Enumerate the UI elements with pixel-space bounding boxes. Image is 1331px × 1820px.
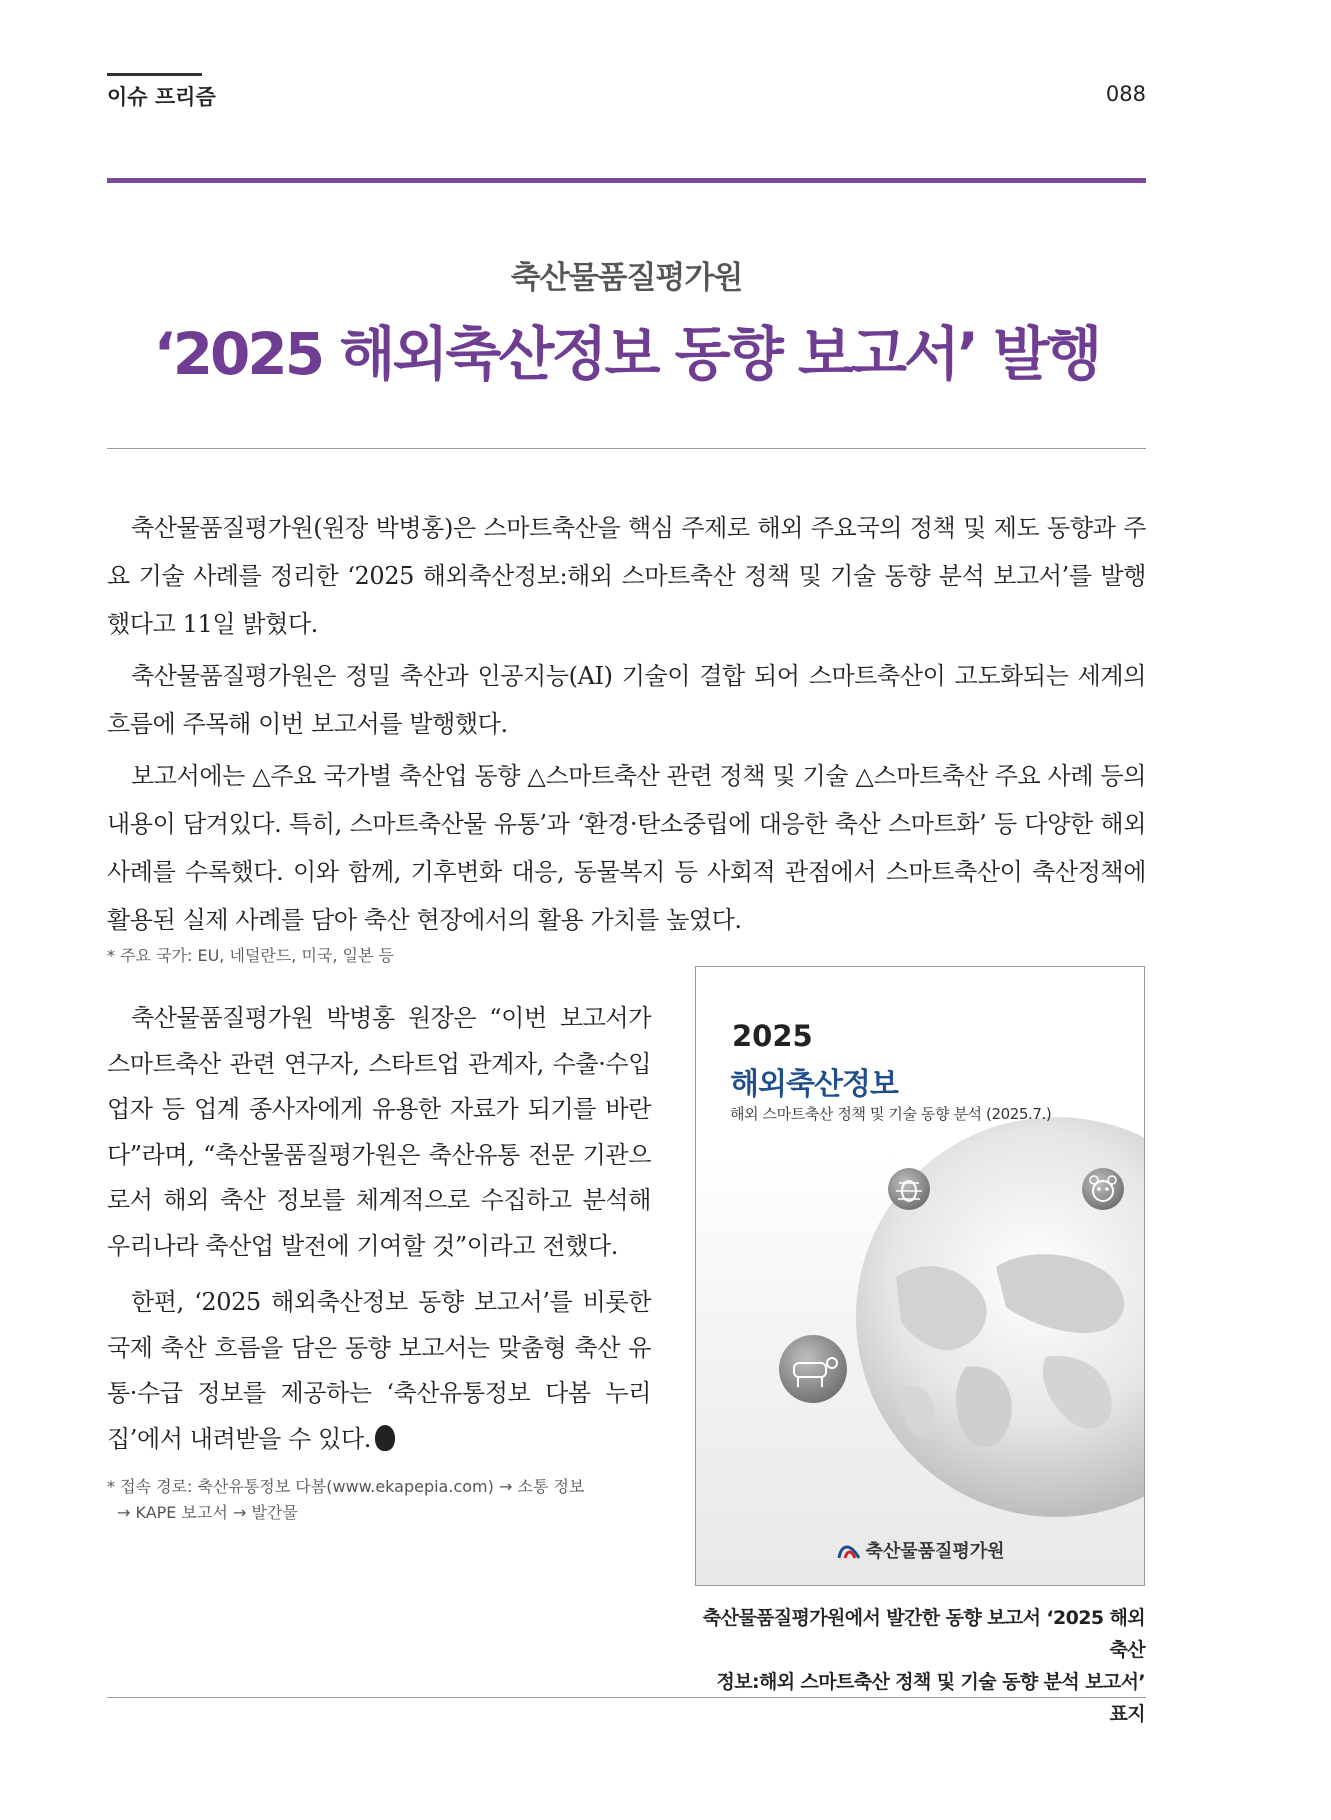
- bug-icon: [888, 1168, 930, 1210]
- section-label: 이슈 프리즘: [107, 85, 216, 109]
- footnote-access-line2: → KAPE 보고서 → 발간물: [117, 1503, 298, 1522]
- cover-year: 2025: [732, 1019, 813, 1053]
- end-mark-icon: [375, 1425, 395, 1451]
- kape-logo-icon: [837, 1540, 861, 1560]
- footnote-access: [107, 1474, 667, 1526]
- footnote-access-line1: * 접속 경로: 축산유통정보 다봄(www.ekapepia.com) → 소통 정보: [107, 1477, 585, 1496]
- cover-subtitle: 해외 스마트축산 정책 및 기술 동향 분석 (2025.7.): [730, 1105, 1052, 1123]
- footer-divider: [107, 1697, 1146, 1698]
- column-paragraph-2-text: 한편, ‘2025 해외축산정보 동향 보고서’를 비롯한 국제 축산 흐름을 담은 동향 보고서는 맞춤형 축산 유통·수급 정보를 제공하는 ‘축산유통정보 다봄 누리집’에서 내려받을 수 있다.: [107, 1288, 651, 1453]
- header-bar: [107, 73, 202, 76]
- caption-line2: 정보:해외 스마트축산 정책 및 기술 동향 분석 보고서’ 표지: [716, 1671, 1145, 1725]
- animal-face-icon: [1082, 1168, 1124, 1210]
- figure-caption: [695, 1602, 1145, 1730]
- body-paragraph-1: 축산물품질평가원(원장 박병홍)은 스마트축산을 핵심 주제로 해외 주요국의 정책 및 제도 동향과 주요 기술 사례를 정리한 ‘2025 해외축산정보:해외 스마트축산 정책 및 기술 동향 분석 보고서’를 발행했다고 11일 밝혔다.: [107, 514, 1146, 638]
- article-title: ‘2025 해외축산정보 동향 보고서’ 발행: [153, 320, 1100, 388]
- header-divider: [107, 178, 1146, 183]
- cover-publisher: 축산물품질평가원: [865, 1541, 1005, 1562]
- page-number: 088: [1105, 82, 1146, 106]
- cover-title: 해외축산정보: [730, 1067, 898, 1102]
- title-divider: [107, 448, 1146, 449]
- column-paragraph-2: [107, 1280, 651, 1462]
- cow-icon: [779, 1335, 847, 1403]
- caption-line1: 축산물품질평가원에서 발간한 동향 보고서 ‘2025 해외축산: [702, 1607, 1145, 1661]
- footnote-countries: * 주요 국가: EU, 네덜란드, 미국, 일본 등: [107, 946, 394, 965]
- column-paragraph-1: 축산물품질평가원 박병홍 원장은 “이번 보고서가 스마트축산 관련 연구자, 스타트업 관계자, 수출·수입업자 등 업계 종사자에게 유용한 자료가 되기를 바란다”라며, “축산물품질평가원은 축산유통 전문 기관으로서 해외 축산 정보를 체계적으로 수집하고 분석해 우리나라 축산업 발전에 기여할 것”이라고 전했다.: [107, 1004, 651, 1260]
- cover-publisher-logo: [696, 1537, 1145, 1563]
- article-org: 축산물품질평가원: [510, 260, 743, 296]
- body-paragraph-2: 축산물품질평가원은 정밀 축산과 인공지능(AI) 기술이 결합 되어 스마트축산이 고도화되는 세계의 흐름에 주목해 이번 보고서를 발행했다.: [107, 662, 1146, 738]
- report-cover: [695, 966, 1145, 1586]
- body-paragraph-3: 보고서에는 △주요 국가별 축산업 동향 △스마트축산 관련 정책 및 기술 △스마트축산 주요 사례 등의 내용이 담겨있다. 특히, 스마트축산물 유통’과 ‘환경·탄소중립에 대응한 축산 스마트화’ 등 다양한 해외 사례를 수록했다. 이와 함께, 기후변화 대응, 동물복지 등 사회적 관점에서 스마트축산이 축산정책에 활용된 실제 사례를 담아 축산 현장에서의 활용 가치를 높였다.: [107, 762, 1146, 934]
